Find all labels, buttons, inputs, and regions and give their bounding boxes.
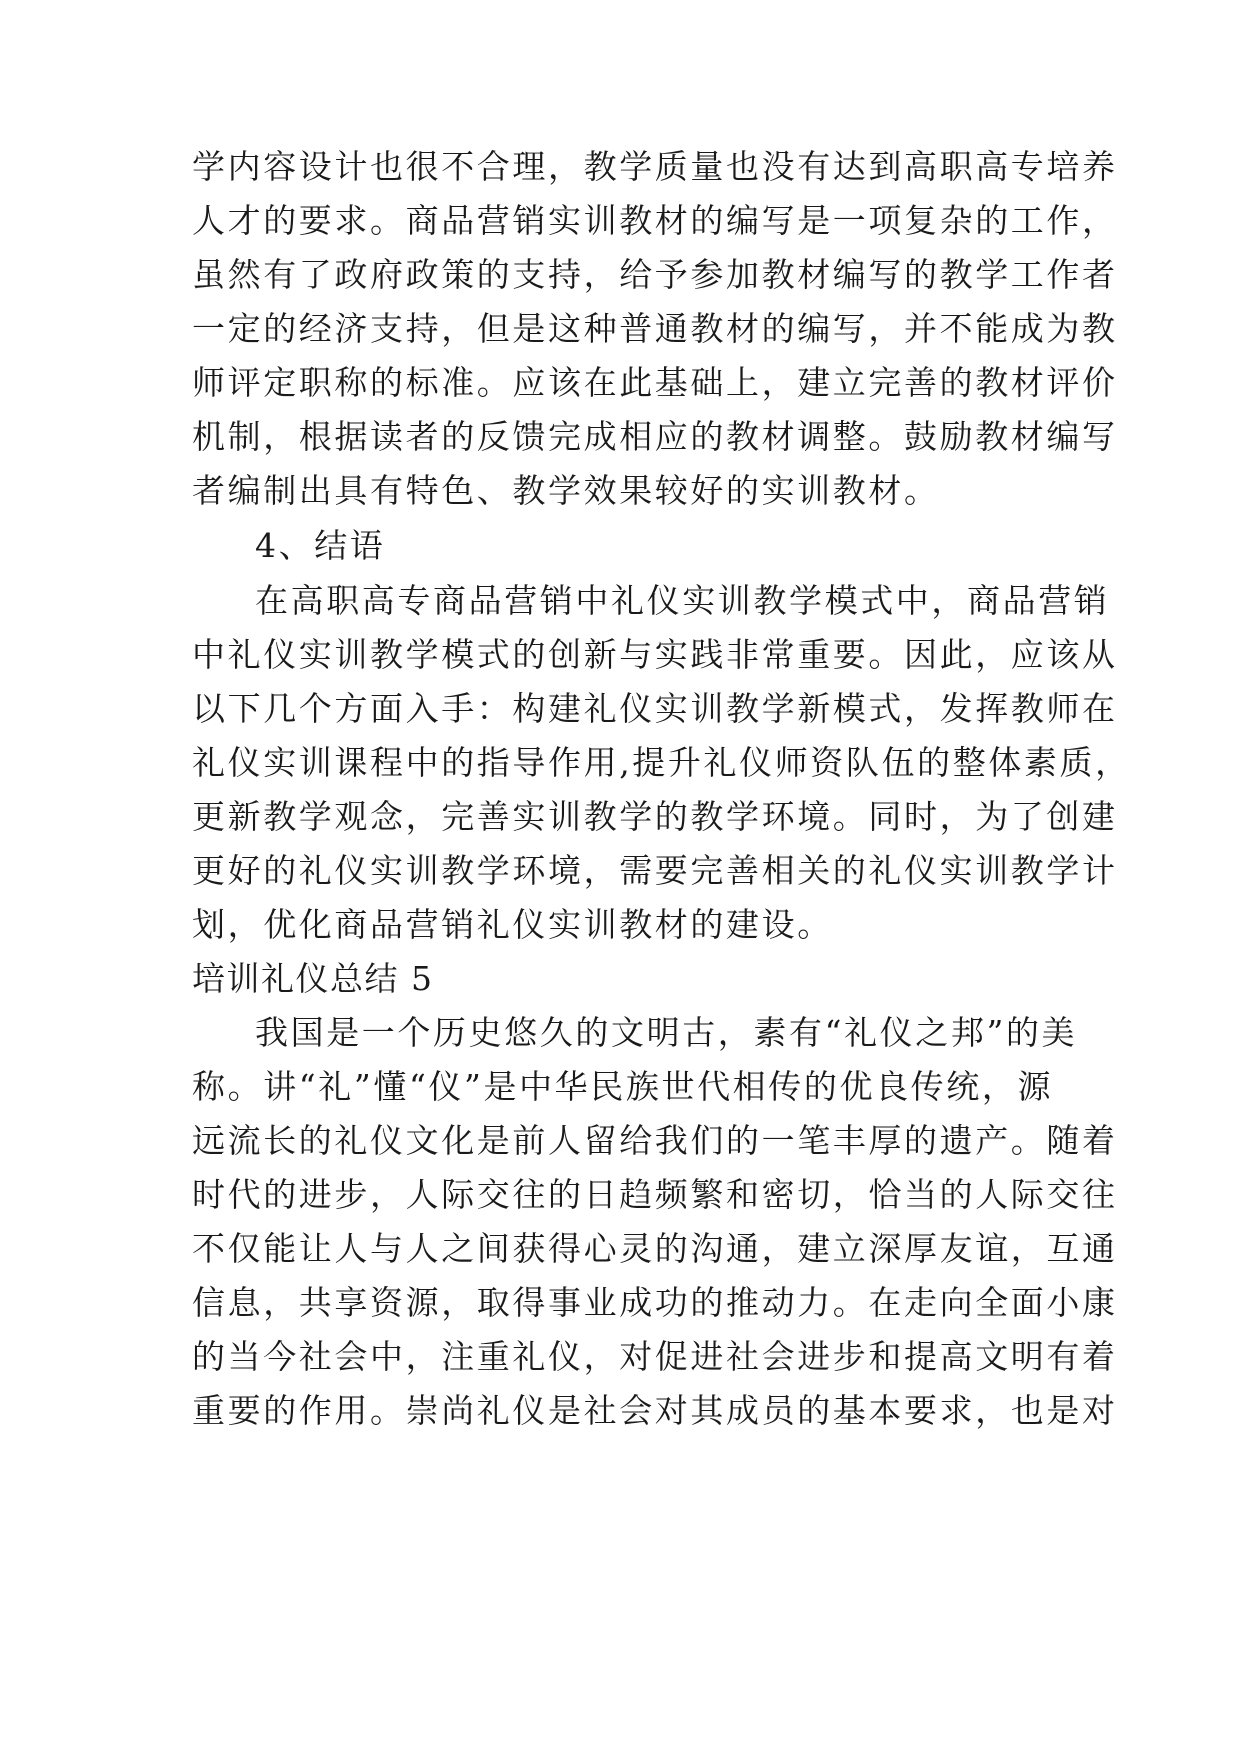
paragraph-3-line-8: 重要的作用。崇尚礼仪是社会对其成员的基本要求，也是对: [192, 1391, 1118, 1430]
paragraph-3-line-4: 时代的进步，人际交往的日趋频繁和密切，恰当的人际交往: [192, 1175, 1118, 1214]
paragraph-1-line-2: 人才的要求。商品营销实训教材的编写是一项复杂的工作，: [192, 201, 1118, 240]
paragraph-2-line-2: 中礼仪实训教学模式的创新与实践非常重要。因此，应该从: [192, 635, 1118, 674]
paragraph-2-line-4: 礼仪实训课程中的指导作用,提升礼仪师资队伍的整体素质，: [192, 743, 1131, 782]
paragraph-2-line-6: 更好的礼仪实训教学环境，需要完善相关的礼仪实训教学计: [192, 851, 1118, 890]
paragraph-3-line-5: 不仅能让人与人之间获得心灵的沟通，建立深厚友谊，互通: [192, 1229, 1118, 1268]
paragraph-3-line-1: 我国是一个历史悠久的文明古，素有“礼仪之邦”的美: [255, 1013, 1078, 1052]
paragraph-3-line-2: 称。讲“礼”懂“仪”是中华民族世代相传的优良传统，源: [192, 1067, 1054, 1106]
paragraph-3-line-6: 信息，共享资源，取得事业成功的推动力。在走向全面小康: [192, 1283, 1118, 1322]
paragraph-2-line-1: 在高职高专商品营销中礼仪实训教学模式中，商品营销: [255, 581, 1110, 620]
paragraph-1-line-1: 学内容设计也很不合理，教学质量也没有达到高职高专培养: [192, 147, 1118, 186]
paragraph-1-line-4: 一定的经济支持，但是这种普通教材的编写，并不能成为教: [192, 309, 1118, 348]
paragraph-3-line-3: 远流长的礼仪文化是前人留给我们的一笔丰厚的遗产。随着: [192, 1121, 1118, 1160]
document-title: 培训礼仪总结 5: [192, 959, 434, 998]
paragraph-1-line-7: 者编制出具有特色、教学效果较好的实训教材。: [192, 471, 940, 510]
section-heading: 4、结语: [255, 526, 386, 565]
paragraph-3-line-7: 的当今社会中，注重礼仪，对促进社会进步和提高文明有着: [192, 1337, 1118, 1376]
paragraph-1-line-3: 虽然有了政府政策的支持，给予参加教材编写的教学工作者: [192, 255, 1118, 294]
paragraph-2-line-5: 更新教学观念，完善实训教学的教学环境。同时，为了创建: [192, 797, 1118, 836]
paragraph-2-line-7: 划，优化商品营销礼仪实训教材的建设。: [192, 905, 833, 944]
paragraph-1-line-5: 师评定职称的标准。应该在此基础上，建立完善的教材评价: [192, 363, 1118, 402]
paragraph-2-line-3: 以下几个方面入手：构建礼仪实训教学新模式，发挥教师在: [192, 689, 1118, 728]
paragraph-1-line-6: 机制，根据读者的反馈完成相应的教材调整。鼓励教材编写: [192, 417, 1118, 456]
